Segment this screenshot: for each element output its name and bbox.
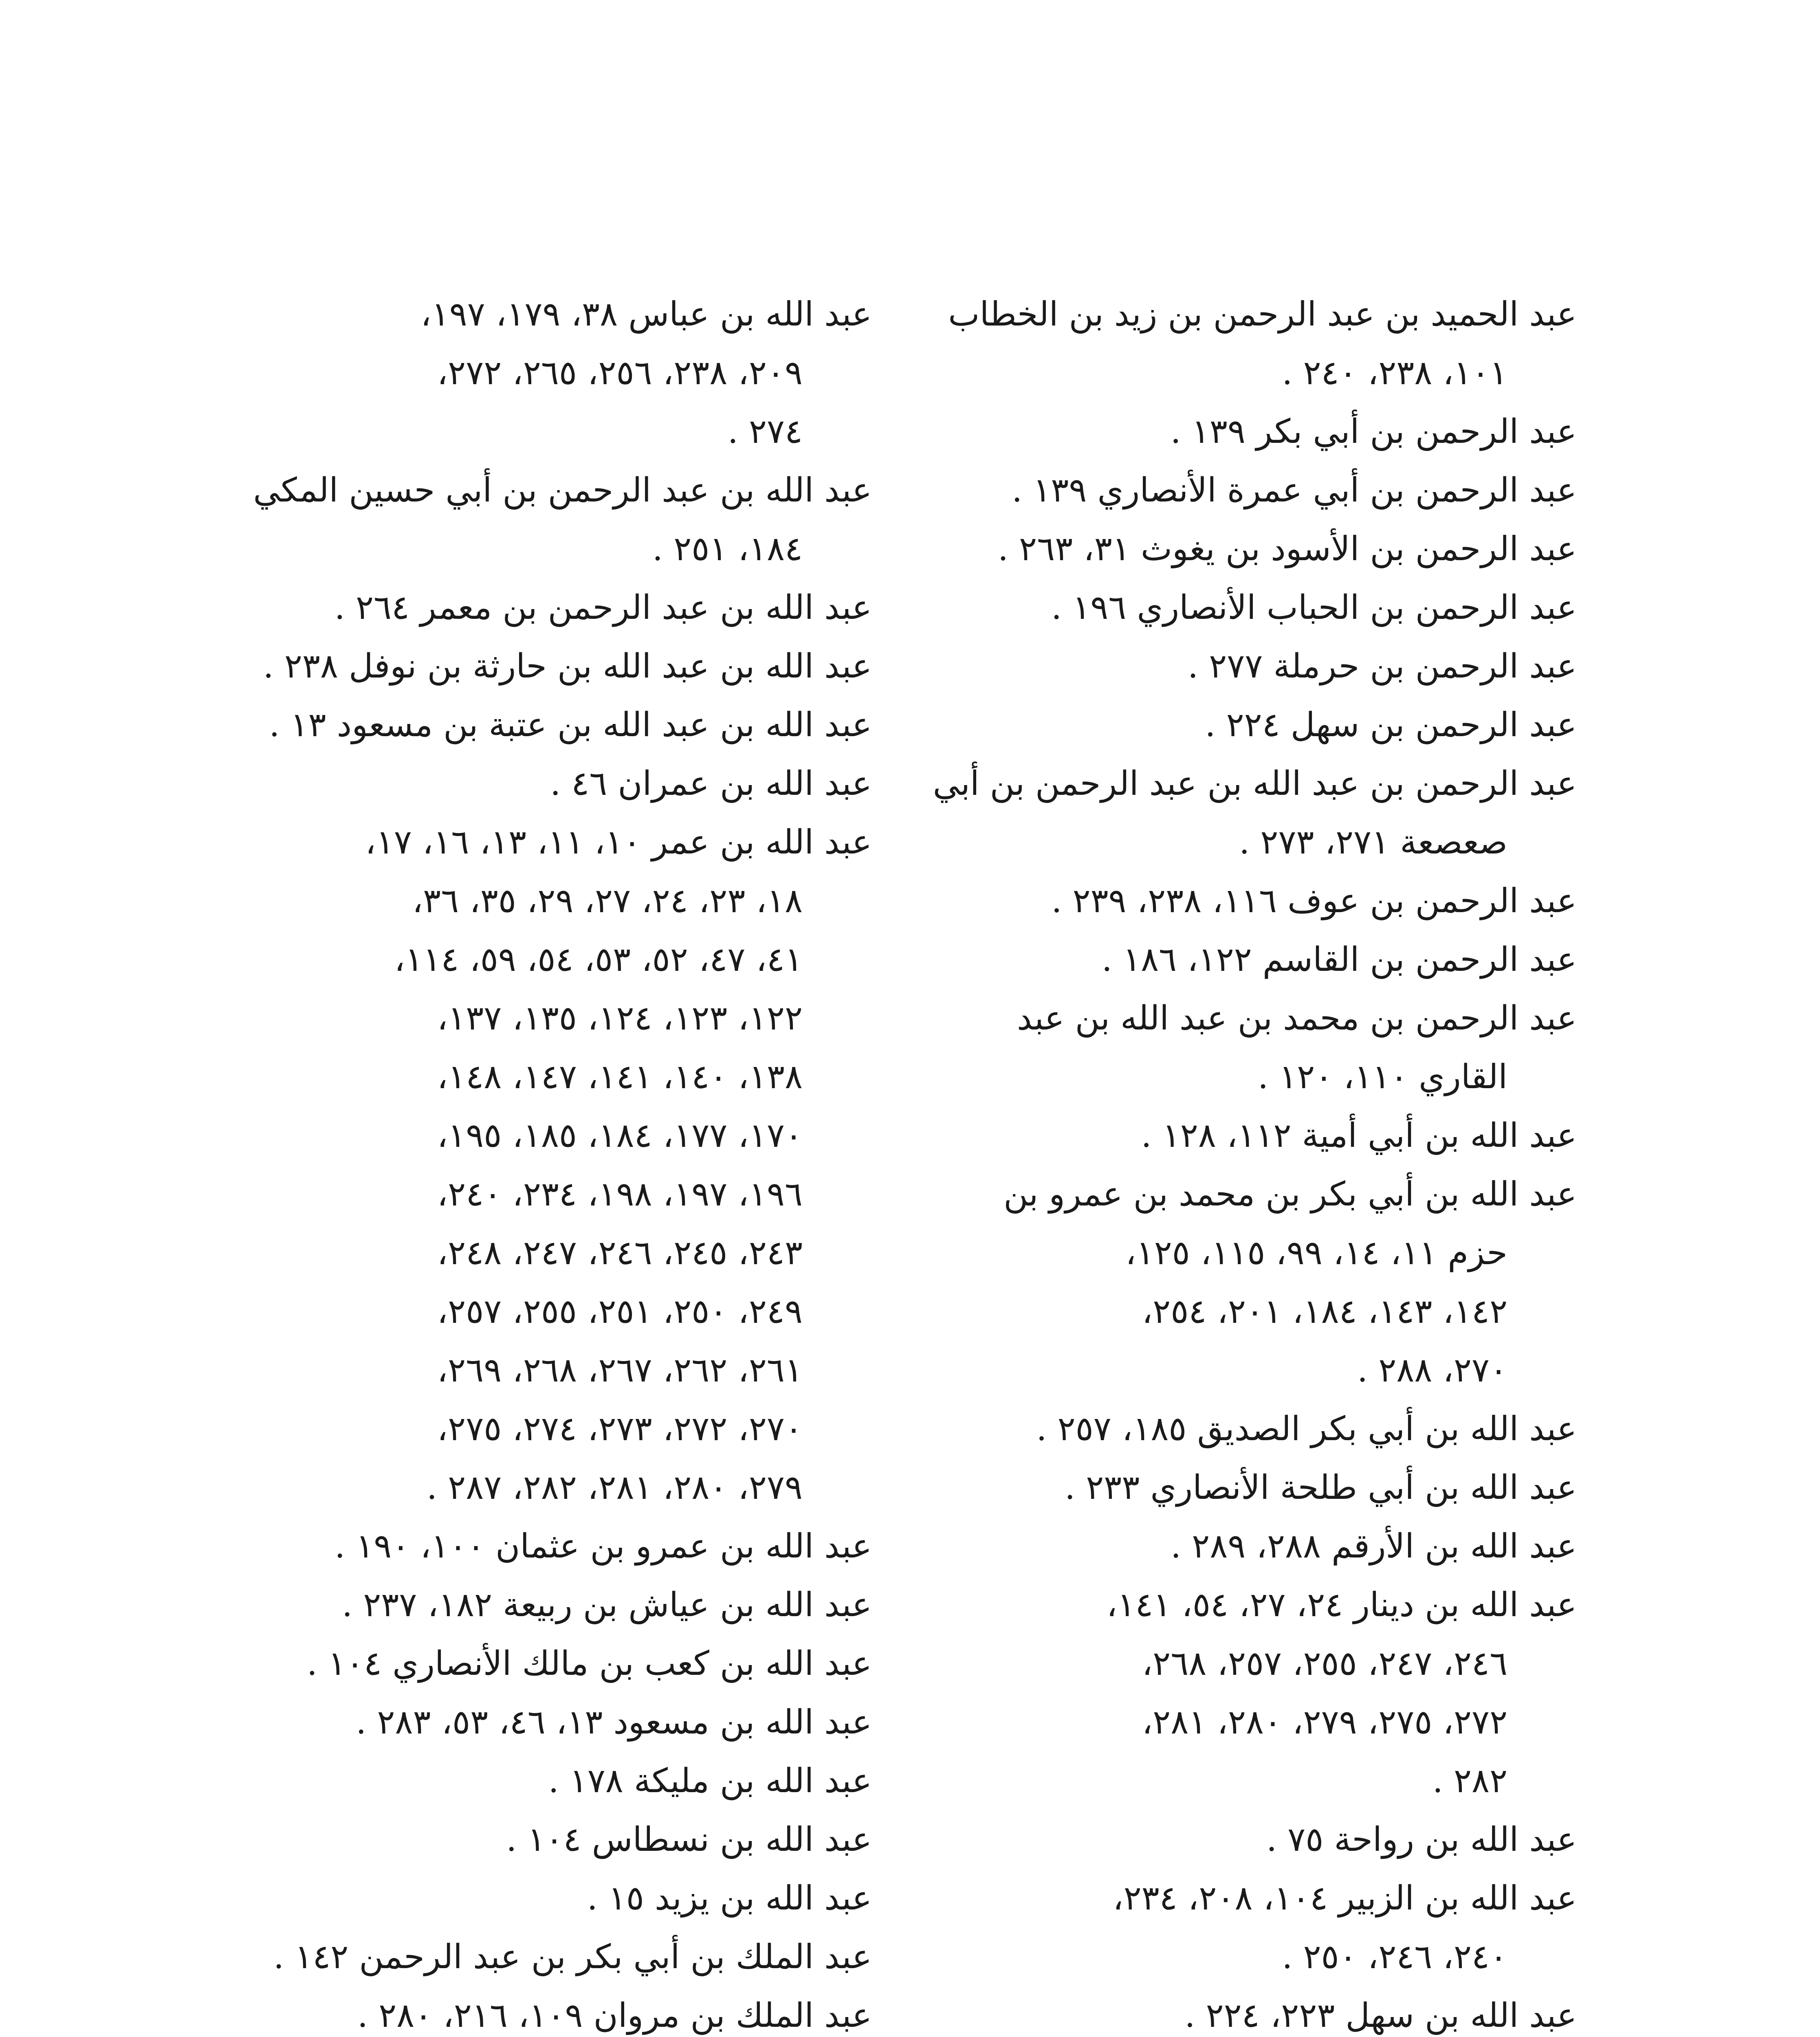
index-entry: عبد الرحمن بن عوف ١١٦، ٢٣٨، ٢٣٩ . <box>1051 882 1577 920</box>
index-entry-continuation: ٢٠٩، ٢٣٨، ٢٥٦، ٢٦٥، ٢٧٢، <box>437 354 803 392</box>
index-entry: عبد الله بن مليكة ١٧٨ . <box>548 1762 872 1800</box>
index-entry: عبد الله بن عمر ١٠، ١١، ١٣، ١٦، ١٧، <box>365 823 872 862</box>
index-entry: عبد الله بن دينار ٢٤، ٢٧، ٥٤، ١٤١، <box>1106 1586 1577 1624</box>
index-entry-continuation: ٢٧٠، ٢٨٨ . <box>1357 1351 1507 1390</box>
index-entry-continuation: ١٠١، ٢٣٨، ٢٤٠ . <box>1282 354 1507 392</box>
index-entry: عبد الله بن عبد الرحمن بن أبي حسين المكي <box>253 471 872 510</box>
index-entry-continuation: حزم ١١، ١٤، ٩٩، ١١٥، ١٢٥، <box>1125 1234 1507 1272</box>
index-entry: عبد الله بن عياش بن ربيعة ١٨٢، ٢٣٧ . <box>342 1586 872 1624</box>
index-entry: عبد الله بن عمران ٤٦ . <box>550 764 872 803</box>
index-entry: عبد الله بن أبي بكر بن محمد بن عمرو بن <box>1004 1175 1577 1214</box>
index-entry: عبد الله بن أبي بكر الصديق ١٨٥، ٢٥٧ . <box>1036 1410 1577 1448</box>
index-column-right <box>933 285 1577 2037</box>
index-entry: عبد الله بن نسطاس ١٠٤ . <box>506 1820 872 1859</box>
index-entry-continuation: ١٧٠، ١٧٧، ١٨٤، ١٨٥، ١٩٥، <box>437 1116 803 1155</box>
index-entry-continuation: ١٨٤، ٢٥١ . <box>652 530 803 568</box>
index-entry: عبد الله بن الزبير ١٠٤، ٢٠٨، ٢٣٤، <box>1113 1879 1577 1918</box>
index-entry: عبد الملك بن مروان ١٠٩، ٢١٦، ٢٨٠ . <box>357 1996 872 2035</box>
index-entry: عبد الرحمن بن عبد الله بن عبد الرحمن بن أبي <box>933 764 1577 803</box>
index-entry-continuation: ٢٤٦، ٢٤٧، ٢٥٥، ٢٥٧، ٢٦٨، <box>1142 1644 1507 1683</box>
index-entry-continuation: ٢٤٩، ٢٥٠، ٢٥١، ٢٥٥، ٢٥٧، <box>437 1292 803 1331</box>
index-entry: عبد الله بن يزيد ١٥ . <box>587 1879 872 1918</box>
index-entry: عبد الرحمن بن أبي بكر ١٣٩ . <box>1170 412 1577 451</box>
index-entry-continuation: ١٣٨، ١٤٠، ١٤١، ١٤٧، ١٤٨، <box>437 1058 803 1096</box>
index-entry-continuation: صعصعة ٢٧١، ٢٧٣ . <box>1239 823 1507 862</box>
index-entry: عبد الله بن عباس ٣٨، ١٧٩، ١٩٧، <box>420 295 872 334</box>
index-entry: عبد الله بن عبد الله بن عتبة بن مسعود ١٣ . <box>269 706 872 744</box>
index-entry-continuation: ١٢٢، ١٢٣، ١٢٤، ١٣٥، ١٣٧، <box>437 999 803 1038</box>
index-entry: عبد الله بن عمرو بن عثمان ١٠٠، ١٩٠ . <box>335 1527 872 1566</box>
index-column-left <box>236 285 872 2037</box>
index-entry-continuation: ٢٤٠، ٢٤٦، ٢٥٠ . <box>1282 1938 1507 1976</box>
index-entry-continuation: ١٨، ٢٣، ٢٤، ٢٧، ٢٩، ٣٥، ٣٦، <box>412 882 803 920</box>
index-entry-continuation: ٢٨٢ . <box>1432 1762 1507 1800</box>
index-entry: عبد الله بن رواحة ٧٥ . <box>1266 1820 1577 1859</box>
index-entry: عبد الرحمن بن محمد بن عبد الله بن عبد <box>1017 999 1577 1038</box>
index-entry: عبد الله بن الأرقم ٢٨٨، ٢٨٩ . <box>1171 1527 1577 1566</box>
index-entry-continuation: ٤١، ٤٧، ٥٢، ٥٣، ٥٤، ٥٩، ١١٤، <box>394 940 803 979</box>
index-entry: عبد الملك بن أبي بكر بن عبد الرحمن ١٤٢ . <box>273 1938 872 1976</box>
index-entry-continuation: ٢٤٣، ٢٤٥، ٢٤٦، ٢٤٧، ٢٤٨، <box>437 1234 803 1272</box>
index-entry-continuation: ٢٧٢، ٢٧٥، ٢٧٩، ٢٨٠، ٢٨١، <box>1142 1703 1507 1742</box>
index-entry-continuation: ١٤٢، ١٤٣، ١٨٤، ٢٠١، ٢٥٤، <box>1142 1292 1507 1331</box>
index-entry-continuation: ٢٧٤ . <box>727 412 803 451</box>
index-entry-continuation: القاري ١١٠، ١٢٠ . <box>1257 1058 1507 1096</box>
index-entry-continuation: ٢٧٠، ٢٧٢، ٢٧٣، ٢٧٤، ٢٧٥، <box>437 1410 803 1448</box>
index-entry: عبد الرحمن بن القاسم ١٢٢، ١٨٦ . <box>1101 940 1577 979</box>
index-entry: عبد الله بن عبد الله بن حارثة بن نوفل ٢٣٨ . <box>263 647 872 686</box>
index-entry: عبد الرحمن بن سهل ٢٢٤ . <box>1205 706 1577 744</box>
index-entry: عبد الله بن أبي أمية ١١٢، ١٢٨ . <box>1141 1116 1577 1155</box>
index-entry: عبد الله بن مسعود ١٣، ٤٦، ٥٣، ٢٨٣ . <box>356 1703 872 1742</box>
index-entry: عبد الله بن أبي طلحة الأنصاري ٢٣٣ . <box>1064 1468 1577 1507</box>
index-entry-continuation: ٢٧٩، ٢٨٠، ٢٨١، ٢٨٢، ٢٨٧ . <box>427 1468 803 1507</box>
index-entry: عبد الحميد بن عبد الرحمن بن زيد بن الخطاب <box>948 295 1577 334</box>
index-entry: عبد الله بن كعب بن مالك الأنصاري ١٠٤ . <box>306 1644 872 1683</box>
index-entry: عبد الرحمن بن أبي عمرة الأنصاري ١٣٩ . <box>1012 471 1577 510</box>
index-entry: عبد الله بن سهل ٢٢٣، ٢٢٤ . <box>1184 1996 1577 2035</box>
index-entry: عبد الرحمن بن الحباب الأنصاري ١٩٦ . <box>1051 588 1577 627</box>
index-entry: عبد الله بن عبد الرحمن بن معمر ٢٦٤ . <box>334 588 872 627</box>
index-entry-continuation: ٢٦١، ٢٦٢، ٢٦٧، ٢٦٨، ٢٦٩، <box>437 1351 803 1390</box>
index-entry-continuation: ١٩٦، ١٩٧، ١٩٨، ٢٣٤، ٢٤٠، <box>437 1175 803 1214</box>
index-entry: عبد الرحمن بن حرملة ٢٧٧ . <box>1188 647 1577 686</box>
index-entry: عبد الرحمن بن الأسود بن يغوث ٣١، ٢٦٣ . <box>997 530 1577 568</box>
